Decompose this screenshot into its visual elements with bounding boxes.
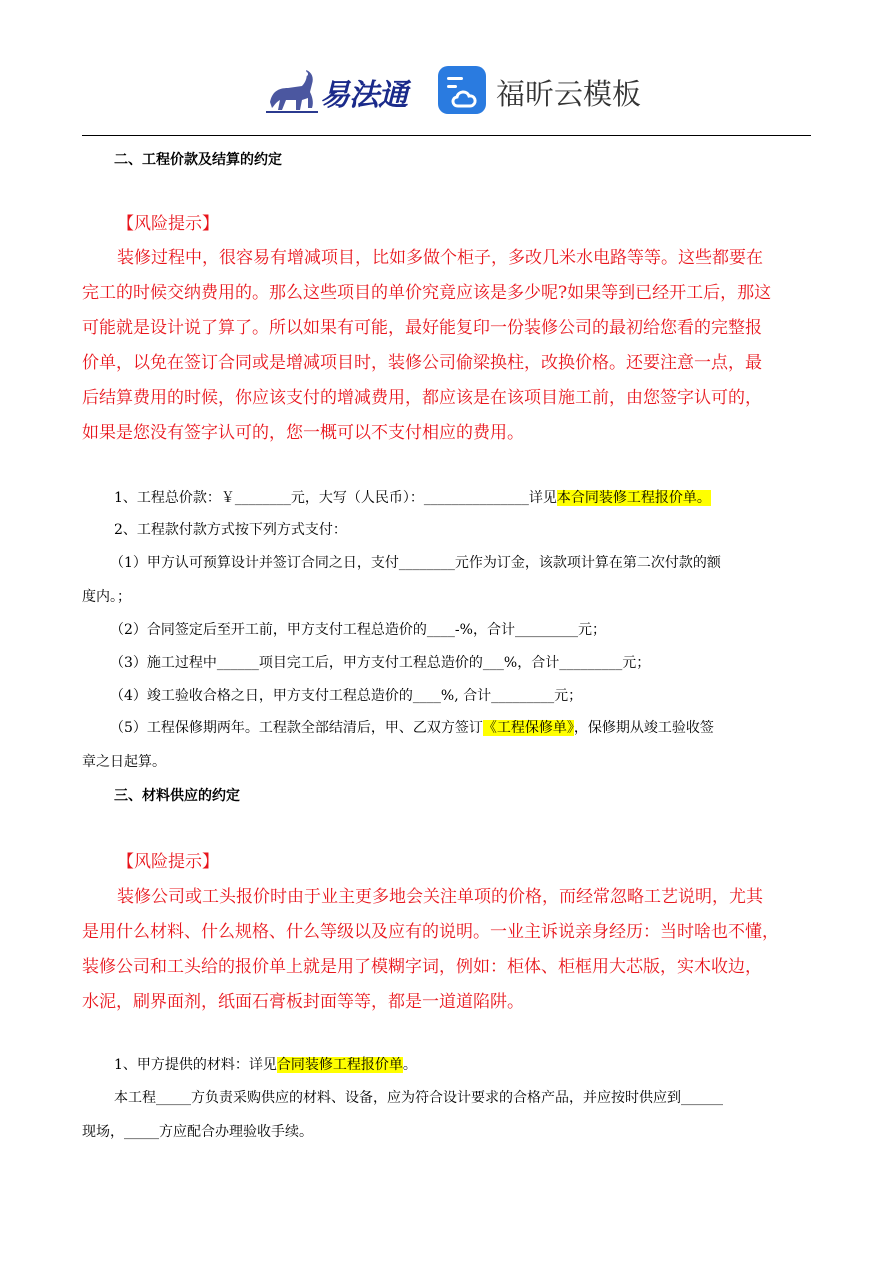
materials-item-end: 。: [402, 1057, 417, 1073]
materials-item-highlight: 合同装修工程报价单: [276, 1057, 403, 1073]
section2-risk-line: 可能就是设计说了算了。所以如果有可能，最好能复印一份装修公司的最初给您看的完整报: [82, 318, 762, 338]
payment-clause-4: （4）竣工验收合格之日，甲方支付工程总造价的____%, 合计_________元；: [110, 688, 583, 704]
brand2-text: 福昕云模板: [496, 77, 642, 111]
warranty-form-highlight: 《工程保修单》: [482, 720, 574, 736]
page-header: [0, 58, 893, 122]
materials-paragraph: 本工程_____方负责采购供应的材料、设备，应为符合设计要求的合格产品，并应按时供应到______: [114, 1090, 723, 1106]
section3-risk-line: 装修公司或工头报价时由于业主更多地会关注单项的价格，而经常忽略工艺说明，尤其: [117, 887, 763, 907]
payment-clause-5-text: （5）工程保修期两年。工程款全部结清后，甲、乙双方签订: [110, 720, 483, 736]
header-divider: [82, 135, 811, 136]
section2-risk-line: 价单，以免在签订合同或是增减项目时，装修公司偷梁换柱，改换价格。还要注意一点，最: [82, 353, 762, 373]
price-item-text: 1、工程总价款：￥________元，大写（人民币）：_______________详见: [114, 490, 557, 506]
section3-risk-line: 是用什么材料、什么规格、什么等级以及应有的说明。一业主诉说亲身经历：当时啥也不懂，: [82, 922, 779, 942]
section2-risk-line: 如果是您没有签字认可的，您一概可以不支付相应的费用。: [82, 423, 524, 443]
horse-icon: [262, 62, 322, 116]
section3-risk-line: 水泥，刷界面剂，纸面石膏板封面等等，都是一道道陷阱。: [82, 992, 524, 1012]
cloud-document-icon: [436, 64, 488, 116]
section2-risk-title: 【风险提示】: [117, 214, 219, 234]
section2-risk-line: 后结算费用的时候，你应该支付的增减费用，都应该是在该项目施工前，由您签字认可的，: [82, 388, 762, 408]
brand1-text: 易法通: [320, 78, 407, 113]
materials-item-text: 1、甲方提供的材料：详见: [114, 1057, 277, 1073]
yifatong-logo: [262, 62, 412, 116]
payment-clause-5-cont: 章之日起算。: [82, 754, 166, 770]
price-item-highlight: 本合同装修工程报价单。: [556, 490, 711, 506]
payment-clause-2: （2）合同签定后至开工前，甲方支付工程总造价的____-%，合计_________元；: [110, 622, 606, 638]
section3-risk-line: 装修公司和工头给的报价单上就是用了模糊字词，例如：柜体、柜框用大芯版，实木收边，: [82, 957, 762, 977]
fuxin-logo: [436, 64, 642, 118]
payment-clause-3: （3）施工过程中______项目完工后，甲方支付工程总造价的___%，合计_________元；: [110, 655, 651, 671]
section3-title: 三、材料供应的约定: [114, 788, 240, 804]
section2-risk-line: 装修过程中，很容易有增减项目，比如多做个柜子，多改几米水电路等等。这些都要在: [117, 248, 763, 268]
materials-paragraph-cont: 现场，_____方应配合办理验收手续。: [82, 1124, 313, 1140]
payment-clause-5: [110, 717, 714, 737]
payment-clause-1: （1）甲方认可预算设计并签订合同之日，支付________元作为订金，该款项计算在第二次付款的额: [110, 555, 721, 571]
payment-method: 2、工程款付款方式按下列方式支付：: [114, 522, 347, 538]
payment-clause-1-cont: 度内。；: [82, 589, 131, 605]
price-item: [114, 487, 711, 507]
payment-clause-5-tail: ，保修期从竣工验收签: [573, 720, 714, 736]
section2-risk-line: 完工的时候交纳费用的。那么这些项目的单价究竟应该是多少呢?如果等到已经开工后，那这: [82, 283, 772, 303]
section2-title: 二、工程价款及结算的约定: [114, 152, 282, 168]
section3-risk-title: 【风险提示】: [117, 852, 219, 872]
materials-item: [114, 1054, 417, 1074]
